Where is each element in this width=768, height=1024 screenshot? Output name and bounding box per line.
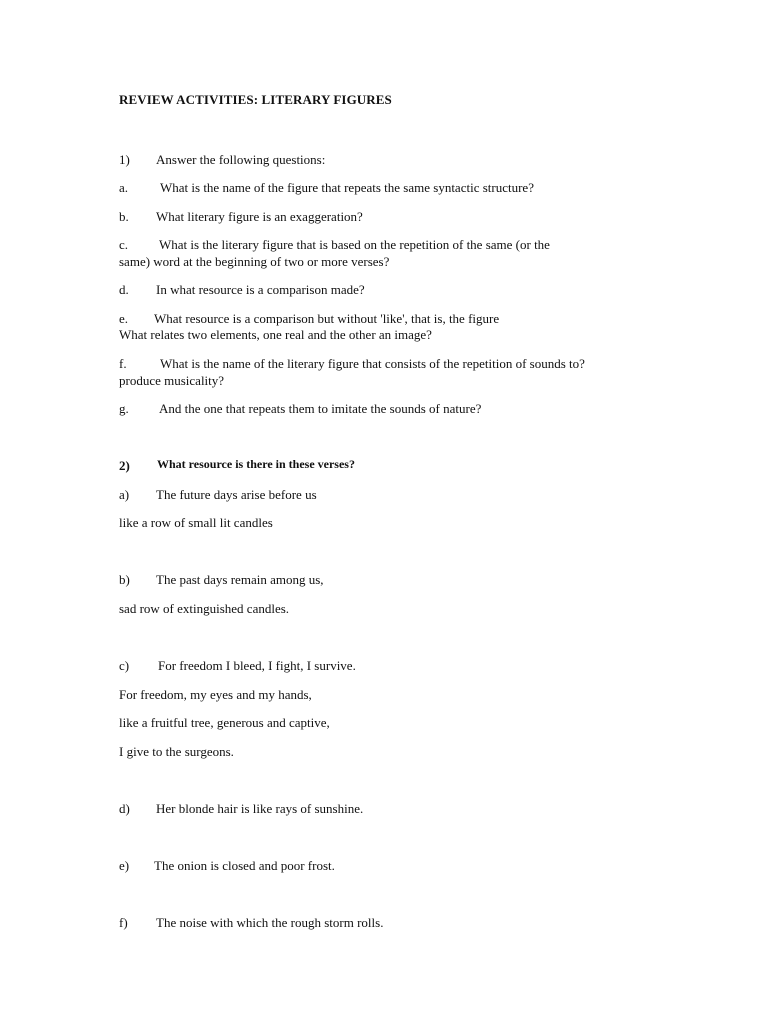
verse-d-label: d)	[119, 801, 130, 816]
question-g-label: g.	[119, 401, 129, 416]
verse-b-line-2: sad row of extinguished candles.	[119, 601, 290, 616]
verse-f-line-1: The noise with which the rough storm rolls.	[156, 915, 384, 930]
page-title: REVIEW ACTIVITIES: LITERARY FIGURES	[119, 92, 392, 107]
verse-f-label: f)	[119, 915, 128, 930]
question-d-label: d.	[119, 282, 129, 297]
section-1-heading: Answer the following questions:	[156, 152, 326, 167]
verse-a-line-1: The future days arise before us	[156, 487, 317, 502]
question-g-text: And the one that repeats them to imitate the sounds of nature?	[159, 401, 482, 416]
section-2-number: 2)	[119, 458, 130, 473]
question-c-continuation: same) word at the beginning of two or more verses?	[119, 254, 390, 269]
question-e-text: What resource is a comparison but without 'like', that is, the figure	[154, 311, 500, 326]
question-c-text: What is the literary figure that is based on the repetition of the same (or the	[159, 237, 550, 252]
verse-c-line-4: I give to the surgeons.	[119, 744, 234, 759]
verse-c-line-1: For freedom I bleed, I fight, I survive.	[158, 658, 356, 673]
question-d-text: In what resource is a comparison made?	[156, 282, 365, 297]
question-f-label: f.	[119, 356, 127, 371]
question-f-text: What is the name of the literary figure that consists of the repetition of sounds to?	[160, 356, 585, 371]
section-2-heading: What resource is there in these verses?	[157, 457, 355, 471]
section-1-number: 1)	[119, 152, 130, 167]
question-b-text: What literary figure is an exaggeration?	[156, 209, 363, 224]
question-b-label: b.	[119, 209, 129, 224]
verse-a-label: a)	[119, 487, 130, 502]
question-f-continuation: produce musicality?	[119, 373, 225, 388]
verse-d-line-1: Her blonde hair is like rays of sunshine.	[156, 801, 364, 816]
question-e-label: e.	[119, 311, 129, 326]
verse-a-line-2: like a row of small lit candles	[119, 515, 273, 530]
verse-e-line-1: The onion is closed and poor frost.	[154, 858, 335, 873]
verse-e-label: e)	[119, 858, 130, 873]
question-a-label: a.	[119, 180, 129, 195]
verse-c-line-2: For freedom, my eyes and my hands,	[119, 687, 312, 702]
verse-b-label: b)	[119, 572, 130, 587]
verse-c-line-3: like a fruitful tree, generous and captive,	[119, 715, 330, 730]
question-e-continuation: What relates two elements, one real and the other an image?	[119, 327, 432, 342]
question-c-label: c.	[119, 237, 129, 252]
verse-b-line-1: The past days remain among us,	[156, 572, 324, 587]
question-a-text: What is the name of the figure that repeats the same syntactic structure?	[160, 180, 534, 195]
verse-c-label: c)	[119, 658, 130, 673]
